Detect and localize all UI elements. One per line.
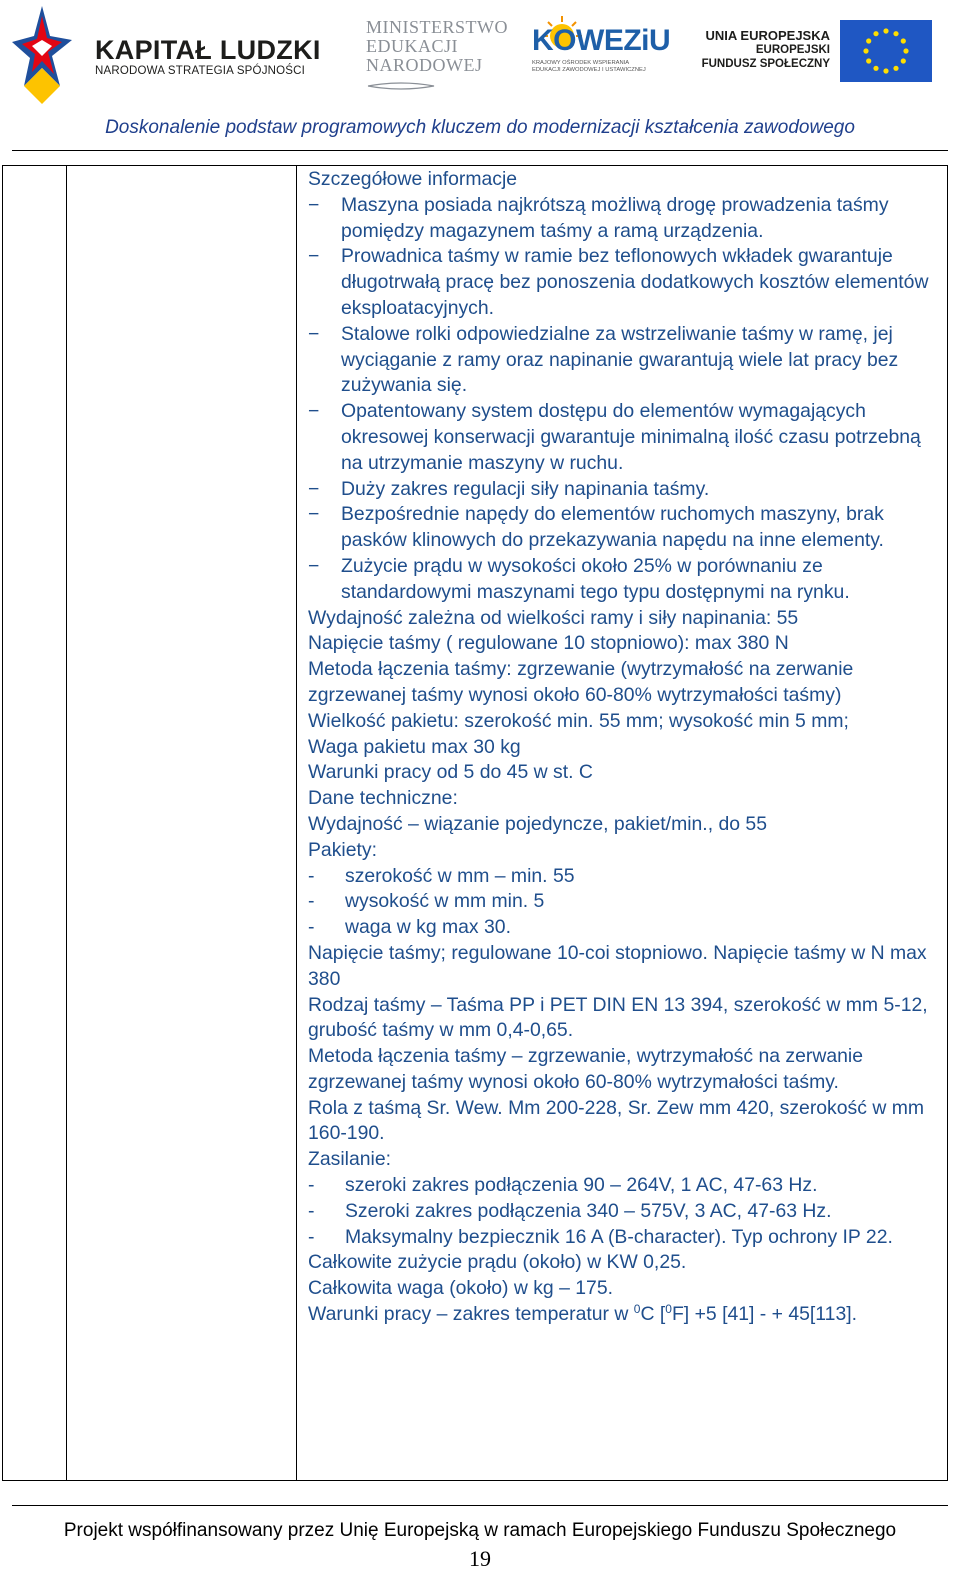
temp-degree-sup: 0	[665, 1302, 672, 1317]
list-item	[308, 1199, 938, 1225]
list-item-text: Opatentowany system dostępu do elementów wymagających okresowej konserwacji gwarantuje minimalną ilość czasu potrzebną na utrzymanie maszyny w ruchu.	[341, 400, 921, 474]
hyphen-bullet: -	[308, 864, 315, 887]
table-column-divider-2	[296, 165, 297, 1481]
list-item	[308, 915, 938, 941]
list-item-text: waga w kg max 30.	[345, 916, 511, 939]
list-item-text: Szeroki zakres podłączenia 340 – 575V, 3 AC, 47-63 Hz.	[345, 1199, 832, 1222]
footer-divider	[12, 1505, 948, 1506]
dash-bullet: −	[308, 322, 320, 345]
list-item-text: szeroki zakres podłączenia 90 – 264V, 1 AC, 47-63 Hz.	[345, 1174, 818, 1197]
spec-line: Metoda łączenia taśmy: zgrzewanie (wytrzymałość na zerwanie zgrzewanej taśmy wynosi około 60-80% wytrzymałości taśmy)	[308, 658, 854, 706]
spec-line: Zasilanie:	[308, 1148, 391, 1171]
spec-line: Rola z taśmą Sr. Wew. Mm 200-228, Sr. Zew mm 420, szerokość w mm 160-190.	[308, 1096, 925, 1145]
header-logos	[0, 0, 960, 112]
dash-bullet: −	[308, 554, 320, 577]
list-item	[308, 1173, 938, 1199]
list-item	[308, 399, 938, 476]
men-logo-line2: EDUKACJI	[366, 36, 458, 56]
temp-mid: C [	[640, 1303, 666, 1326]
zasilanie-list	[308, 1173, 938, 1250]
eu-flag-icon	[840, 20, 932, 82]
dash-bullet: −	[308, 400, 320, 423]
spec-cell	[308, 167, 938, 1328]
spec-line: Rodzaj taśmy – Taśma PP i PET DIN EN 13 394, szerokość w mm 5-12, grubość taśmy w mm 0,4-0,65.	[308, 993, 928, 1042]
koweziu-logo	[522, 16, 671, 78]
details-heading: Szczegółowe informacje	[308, 168, 518, 190]
temperature-line	[308, 1302, 938, 1328]
list-item-text: Stalowe rolki odpowiedzialne za wstrzeliwanie taśmy w ramę, jej wyciąganie z ramy oraz napinanie gwarantują wiele lat pracy bez zużywania się.	[341, 322, 899, 397]
temp-prefix: Warunki pracy – zakres temperatur w	[308, 1303, 634, 1326]
koweziu-subtitle: KRAJOWY OŚRODEK WSPIERANIA EDUKACJI ZAWODOWEJ I USTAWICZNEJ	[532, 60, 646, 73]
list-item-text: szerokość w mm – min. 55	[345, 864, 575, 887]
details-list	[308, 193, 938, 606]
temp-suffix: F] +5 [41] - + 45[113].	[671, 1303, 857, 1326]
list-item	[308, 1225, 938, 1251]
list-item	[308, 502, 938, 554]
ue-logo-line2: EUROPEJSKI	[755, 44, 830, 56]
hyphen-bullet: -	[308, 1174, 315, 1197]
spec-line: Wielkość pakietu: szerokość min. 55 mm; wysokość min 5 mm;	[308, 709, 849, 732]
list-item	[308, 477, 938, 503]
list-item-text: wysokość w mm min. 5	[345, 890, 545, 913]
kapital-ludzki-logo	[95, 36, 321, 78]
pakiety-list	[308, 864, 938, 941]
list-item-text: Maszyna posiada najkrótszą możliwą drogę prowadzenia taśmy pomiędzy magazynem taśmy a ramą urządzenia.	[341, 193, 889, 242]
spec-line: Napięcie taśmy ( regulowane 10 stopniowo): max 380 N	[308, 632, 789, 655]
spec-line: Waga pakietu max 30 kg	[308, 735, 521, 758]
spec-line: Metoda łączenia taśmy – zgrzewanie, wytrzymałość na zerwanie zgrzewanej taśmy wynosi około 60-80% wytrzymałości taśmy.	[308, 1045, 864, 1093]
hyphen-bullet: -	[308, 1199, 315, 1222]
hyphen-bullet: -	[308, 916, 315, 939]
footer-text: Projekt współfinansowany przez Unię Europejską w ramach Europejskiego Funduszu Społecznego	[63, 1520, 897, 1541]
spec-line: Wydajność – wiązanie pojedyncze, pakiet/min., do 55	[308, 812, 767, 835]
list-item-text: Maksymalny bezpiecznik 16 A (B-character). Typ ochrony IP 22.	[345, 1225, 893, 1248]
list-item-text: Bezpośrednie napędy do elementów ruchomych maszyny, brak pasków klinowych do przekazywania napędu na inne elementy.	[341, 503, 884, 552]
list-item	[308, 889, 938, 915]
ue-logo-line3: FUNDUSZ SPOŁECZNY	[701, 58, 830, 70]
ue-logo-line1: UNIA EUROPEJSKA	[705, 28, 830, 43]
men-logo-line1: MINISTERSTWO	[366, 17, 508, 37]
list-item	[308, 322, 938, 399]
koweziu-name: KOWEZiU	[532, 24, 671, 57]
list-item-text: Duży zakres regulacji siły napinania taśmy.	[341, 477, 710, 500]
spec-line: Napięcie taśmy; regulowane 10-coi stopniowo. Napięcie taśmy w N max 380	[308, 941, 927, 990]
list-item	[308, 554, 938, 606]
list-item-text: Prowadnica taśmy w ramie bez teflonowych wkładek gwarantuje długotrwałą pracę bez ponoszenia dodatkowych kosztów elementów eksploatacyjnych.	[341, 245, 929, 319]
dash-bullet: −	[308, 193, 320, 216]
spec-line: Pakiety:	[308, 838, 377, 861]
ue-efs-logo	[700, 28, 830, 71]
men-logo-emblem	[366, 82, 436, 90]
list-item	[308, 244, 938, 321]
kapital-ludzki-subtitle: NARODOWA STRATEGIA SPÓJNOŚCI	[95, 65, 306, 77]
dash-bullet: −	[308, 503, 320, 526]
kapital-ludzki-title: KAPITAŁ LUDZKI	[95, 35, 321, 65]
men-logo-line3: NARODOWEJ	[366, 55, 483, 75]
hyphen-bullet: -	[308, 1225, 315, 1248]
list-item	[308, 193, 938, 245]
hyphen-bullet: -	[308, 890, 315, 913]
spec-line: Dane techniczne:	[308, 787, 458, 810]
spec-line: Całkowite zużycie prądu (około) w KW 0,25.	[308, 1251, 687, 1274]
men-logo	[366, 18, 508, 94]
spec-line: Wydajność zależna od wielkości ramy i siły napinania: 55	[308, 606, 799, 629]
document-header-title: Doskonalenie podstaw programowych kluczem do modernizacji kształcenia zawodowego	[105, 117, 855, 138]
temp-degree-sup: 0	[633, 1302, 641, 1317]
dash-bullet: −	[308, 477, 320, 500]
spec-line: Warunki pracy od 5 do 45 w st. C	[308, 761, 593, 784]
dash-bullet: −	[308, 245, 320, 268]
header-divider	[12, 150, 948, 151]
table-column-divider-1	[66, 165, 67, 1481]
page-number: 19	[469, 1546, 491, 1571]
list-item	[308, 864, 938, 890]
spec-line: Całkowita waga (około) w kg – 175.	[308, 1277, 614, 1300]
kapital-ludzki-star-logo	[12, 6, 72, 104]
list-item-text: Zużycie prądu w wysokości około 25% w porównaniu ze standardowymi maszynami tego typu dostępnymi na rynku.	[341, 554, 850, 603]
